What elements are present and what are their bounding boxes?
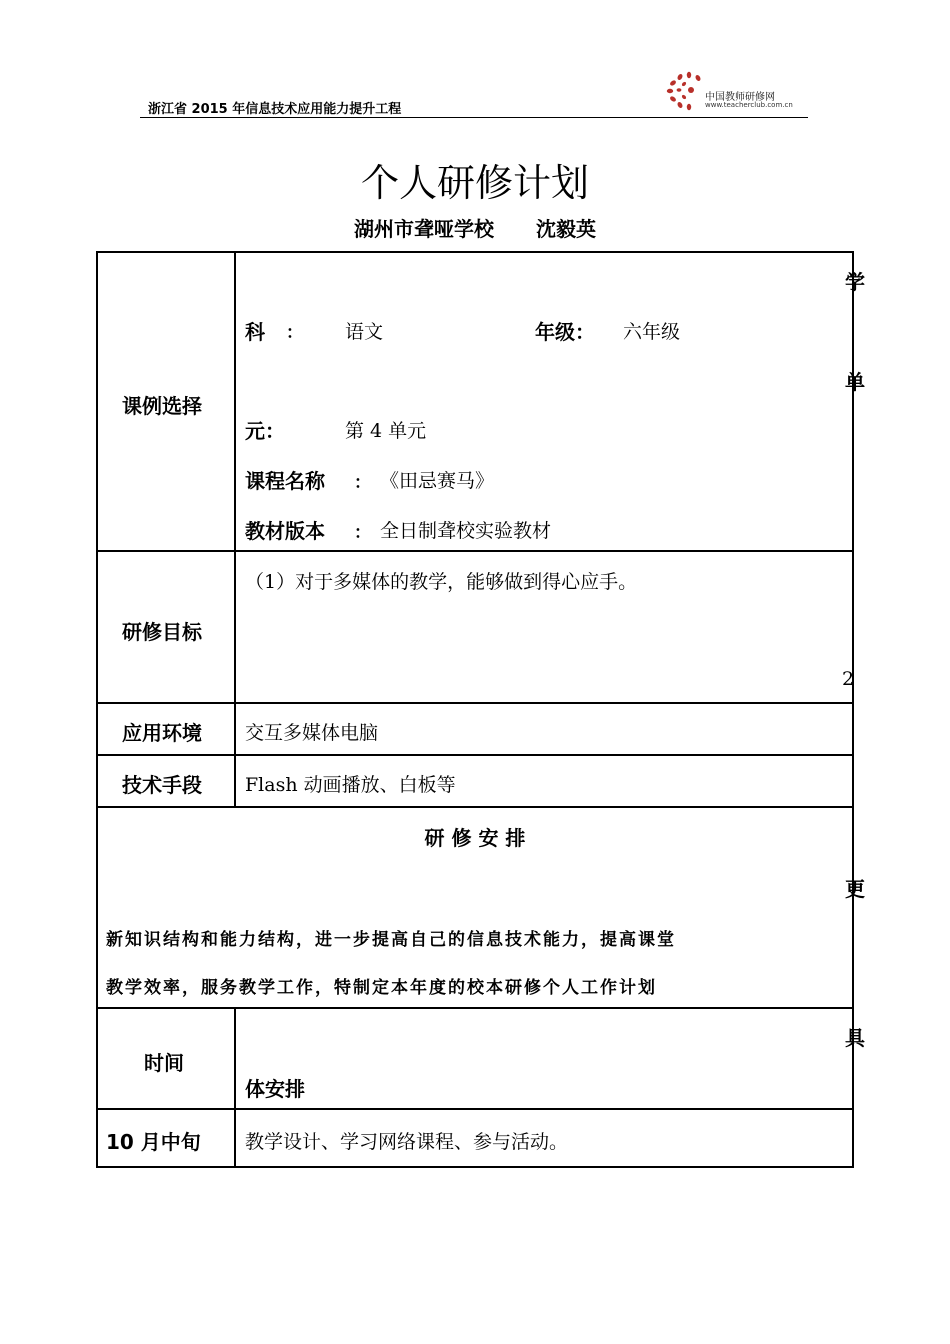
column-divider (234, 251, 236, 808)
textbook-colon: ： (354, 523, 371, 543)
column-divider (234, 1007, 236, 1168)
overflow-char: 更 (845, 877, 865, 901)
row-divider (96, 1007, 854, 1009)
course-selection-label: 课例选择 (122, 394, 202, 418)
grade-value: 六年级 (623, 321, 681, 343)
subject-label: 科 (245, 320, 265, 344)
unit-value: 第 4 单元 (345, 420, 427, 442)
textbook-label: 教材版本 (245, 519, 325, 543)
overflow-char: 2 (842, 668, 855, 690)
row-divider (96, 806, 854, 808)
time-header: 时间 (144, 1051, 184, 1075)
goal-label: 研修目标 (122, 620, 202, 644)
course-name-value: 《田忌赛马》 (380, 470, 495, 492)
row-divider (96, 550, 854, 552)
page-subtitle (0, 213, 950, 242)
technique-label: 技术手段 (122, 773, 202, 797)
header-rule (140, 117, 808, 118)
course-name-colon: ： (354, 473, 371, 493)
arrangement-line-2: 教学效率，服务教学工作，特制定本年度的校本研修个人工作计划 (106, 978, 657, 998)
table-border-bottom (96, 1166, 854, 1168)
arrangement-heading: 研 修 安 排 (424, 826, 526, 850)
grade-label: 年级： (535, 320, 595, 344)
table-border-left (96, 251, 98, 1168)
arrangement-line-1: 新知识结构和能力结构，进一步提高自己的信息技术能力，提高课堂 (106, 930, 676, 950)
schedule-content-cell: 教学设计、学习网络课程、参与活动。 (245, 1131, 569, 1153)
technique-value: Flash 动画播放、白板等 (245, 774, 456, 796)
schedule-time-cell: 10 月中旬 (106, 1130, 201, 1154)
logo-name: 中国教师研修网 (705, 92, 775, 103)
environment-label: 应用环境 (122, 721, 202, 745)
overflow-char: 单 (845, 370, 865, 394)
subject-colon: ： (286, 323, 303, 343)
table-border-top (96, 251, 854, 253)
row-divider (96, 702, 854, 704)
goal-text: （1）对于多媒体的教学，能够做到得心应手。 (245, 571, 638, 593)
school-name: 湖州市聋哑学校 (354, 217, 494, 241)
project-header: 浙江省 2015 年信息技术应用能力提升工程 (148, 102, 402, 117)
course-name-label: 课程名称 (245, 469, 325, 493)
subject-value: 语文 (345, 321, 384, 343)
row-divider (96, 754, 854, 756)
unit-label: 元： (245, 419, 285, 443)
textbook-value: 全日制聋校实验教材 (380, 520, 552, 542)
row-divider (96, 1108, 854, 1110)
author-name: 沈毅英 (536, 217, 596, 241)
page-title: 个人研修计划 (360, 161, 589, 205)
overflow-char: 学 (845, 270, 865, 294)
overflow-char: 具 (845, 1026, 865, 1050)
plan-header: 体安排 (245, 1077, 305, 1101)
logo-url: www.teacherclub.com.cn (705, 101, 793, 109)
environment-value: 交互多媒体电脑 (245, 722, 379, 744)
